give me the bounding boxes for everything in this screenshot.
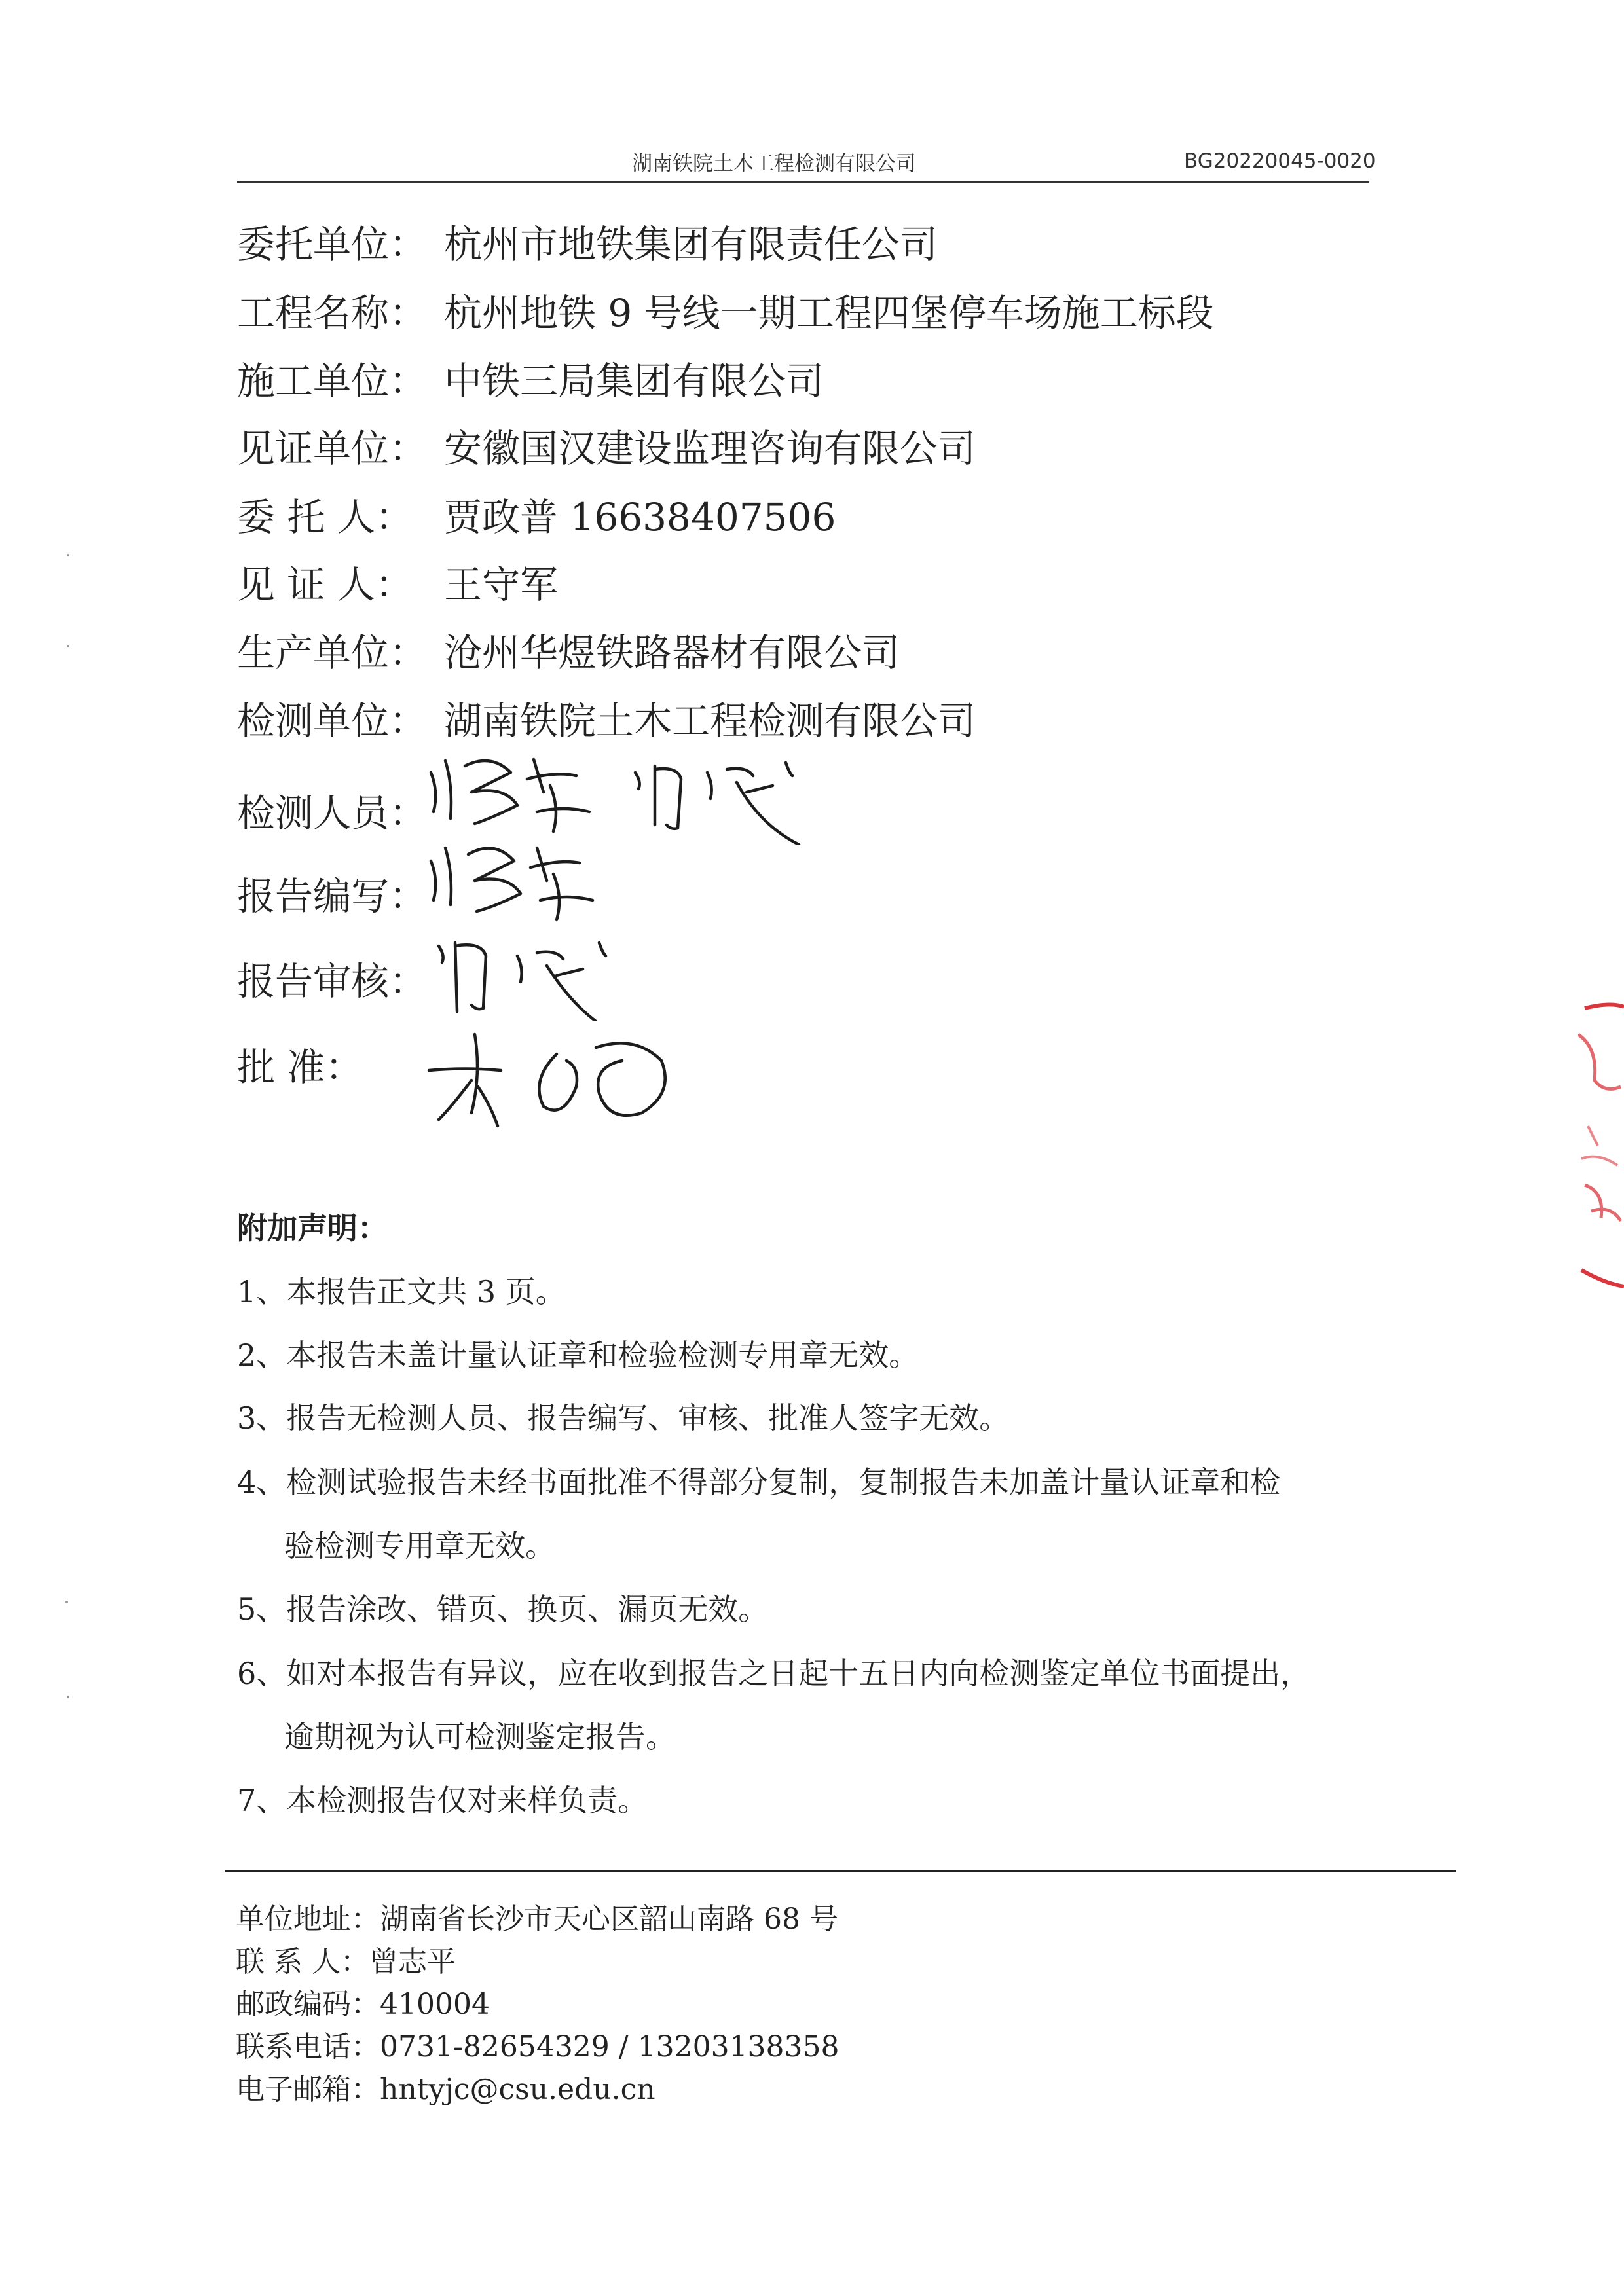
statement-item: 2、本报告未盖计量认证章和检验检测专用章无效。	[237, 1338, 919, 1373]
footer-value: 曾志平	[369, 1945, 456, 1978]
footer-label: 电子邮箱：	[236, 2073, 380, 2106]
field-value: 沧州华煜铁路器材有限公司	[444, 630, 900, 675]
field-project-name	[237, 282, 1214, 337]
scan-speck	[67, 1696, 69, 1698]
field-value: 贾政普 16638407506	[444, 495, 836, 539]
footer-value: hntyjc@csu.edu.cn	[380, 2073, 655, 2106]
footer-address	[236, 1895, 838, 1937]
field-value: 杭州市地铁集团有限责任公司	[444, 222, 938, 266]
statement-item: 4、检测试验报告未经书面批准不得部分复制，复制报告未加盖计量认证章和检	[237, 1465, 1281, 1500]
field-value: 杭州地铁 9 号线一期工程四堡停车场施工标段	[444, 291, 1214, 335]
field-label: 见 证 人：	[237, 562, 413, 607]
statement-item: 6、如对本报告有异议，应在收到报告之日起十五日内向检测鉴定单位书面提出，	[237, 1656, 1311, 1691]
statement-item: 5、报告涂改、错页、换页、漏页无效。	[237, 1592, 769, 1627]
header-divider	[237, 181, 1369, 183]
field-value: 湖南铁院土木工程检测有限公司	[444, 699, 976, 743]
field-label: 生产单位：	[237, 630, 428, 675]
signature-reviewer	[426, 930, 642, 1021]
field-value: 中铁三局集团有限公司	[444, 359, 824, 403]
footer-label: 联 系 人：	[236, 1945, 369, 1978]
footer-phone	[236, 2023, 840, 2065]
signature-label-reviewer: 报告审核：	[237, 959, 428, 1004]
field-testing-unit	[237, 690, 976, 745]
field-construction-unit	[237, 350, 824, 405]
footer-divider	[225, 1870, 1456, 1872]
field-label: 检测单位：	[237, 699, 428, 743]
field-label: 委托单位：	[237, 222, 428, 266]
signature-testers	[419, 746, 838, 845]
scan-speck	[67, 554, 69, 556]
field-value: 王守军	[444, 562, 559, 607]
header-company: 湖南铁院土木工程检测有限公司	[632, 152, 916, 175]
statement-item-continuation: 逾期视为认可检测鉴定报告。	[284, 1719, 676, 1755]
scan-speck	[67, 645, 69, 647]
statement-item: 1、本报告正文共 3 页。	[237, 1274, 566, 1309]
signature-label-testers: 检测人员：	[237, 791, 428, 835]
field-label: 工程名称：	[237, 291, 428, 335]
field-label: 见证单位：	[237, 426, 428, 471]
footer-label: 联系电话：	[236, 2030, 380, 2064]
field-manufacturer	[237, 622, 900, 677]
scan-speck	[65, 1601, 68, 1603]
field-client-person	[237, 486, 836, 541]
field-witness-unit	[237, 418, 976, 473]
signature-label-approver: 批 准：	[237, 1045, 363, 1089]
signature-author	[419, 831, 616, 923]
footer-value: 0731-82654329 / 13203138358	[380, 2030, 840, 2064]
stamp-fragment	[1559, 995, 1624, 1296]
field-client	[237, 213, 938, 268]
footer-email	[236, 2066, 655, 2107]
signature-label-author: 报告编写：	[237, 874, 428, 919]
field-value: 安徽国汉建设监理咨询有限公司	[444, 426, 976, 471]
footer-postcode	[236, 1980, 490, 2022]
footer-contact	[236, 1938, 456, 1980]
signature-approver	[426, 1008, 701, 1139]
statement-item: 3、报告无检测人员、报告编写、审核、批准人签字无效。	[237, 1400, 1010, 1436]
report-code: BG20220045-0020	[1184, 149, 1376, 173]
statements-title: 附加声明：	[237, 1211, 388, 1246]
statement-item: 7、本检测报告仅对来样负责。	[237, 1783, 648, 1818]
footer-value: 410004	[380, 1988, 490, 2021]
footer-label: 邮政编码：	[236, 1988, 380, 2021]
field-label: 委 托 人：	[237, 495, 413, 539]
field-label: 施工单位：	[237, 359, 428, 403]
footer-label: 单位地址：	[236, 1903, 380, 1936]
field-witness-person	[237, 554, 558, 609]
footer-value: 湖南省长沙市天心区韶山南路 68 号	[380, 1903, 838, 1936]
statement-item-continuation: 验检测专用章无效。	[284, 1528, 555, 1563]
